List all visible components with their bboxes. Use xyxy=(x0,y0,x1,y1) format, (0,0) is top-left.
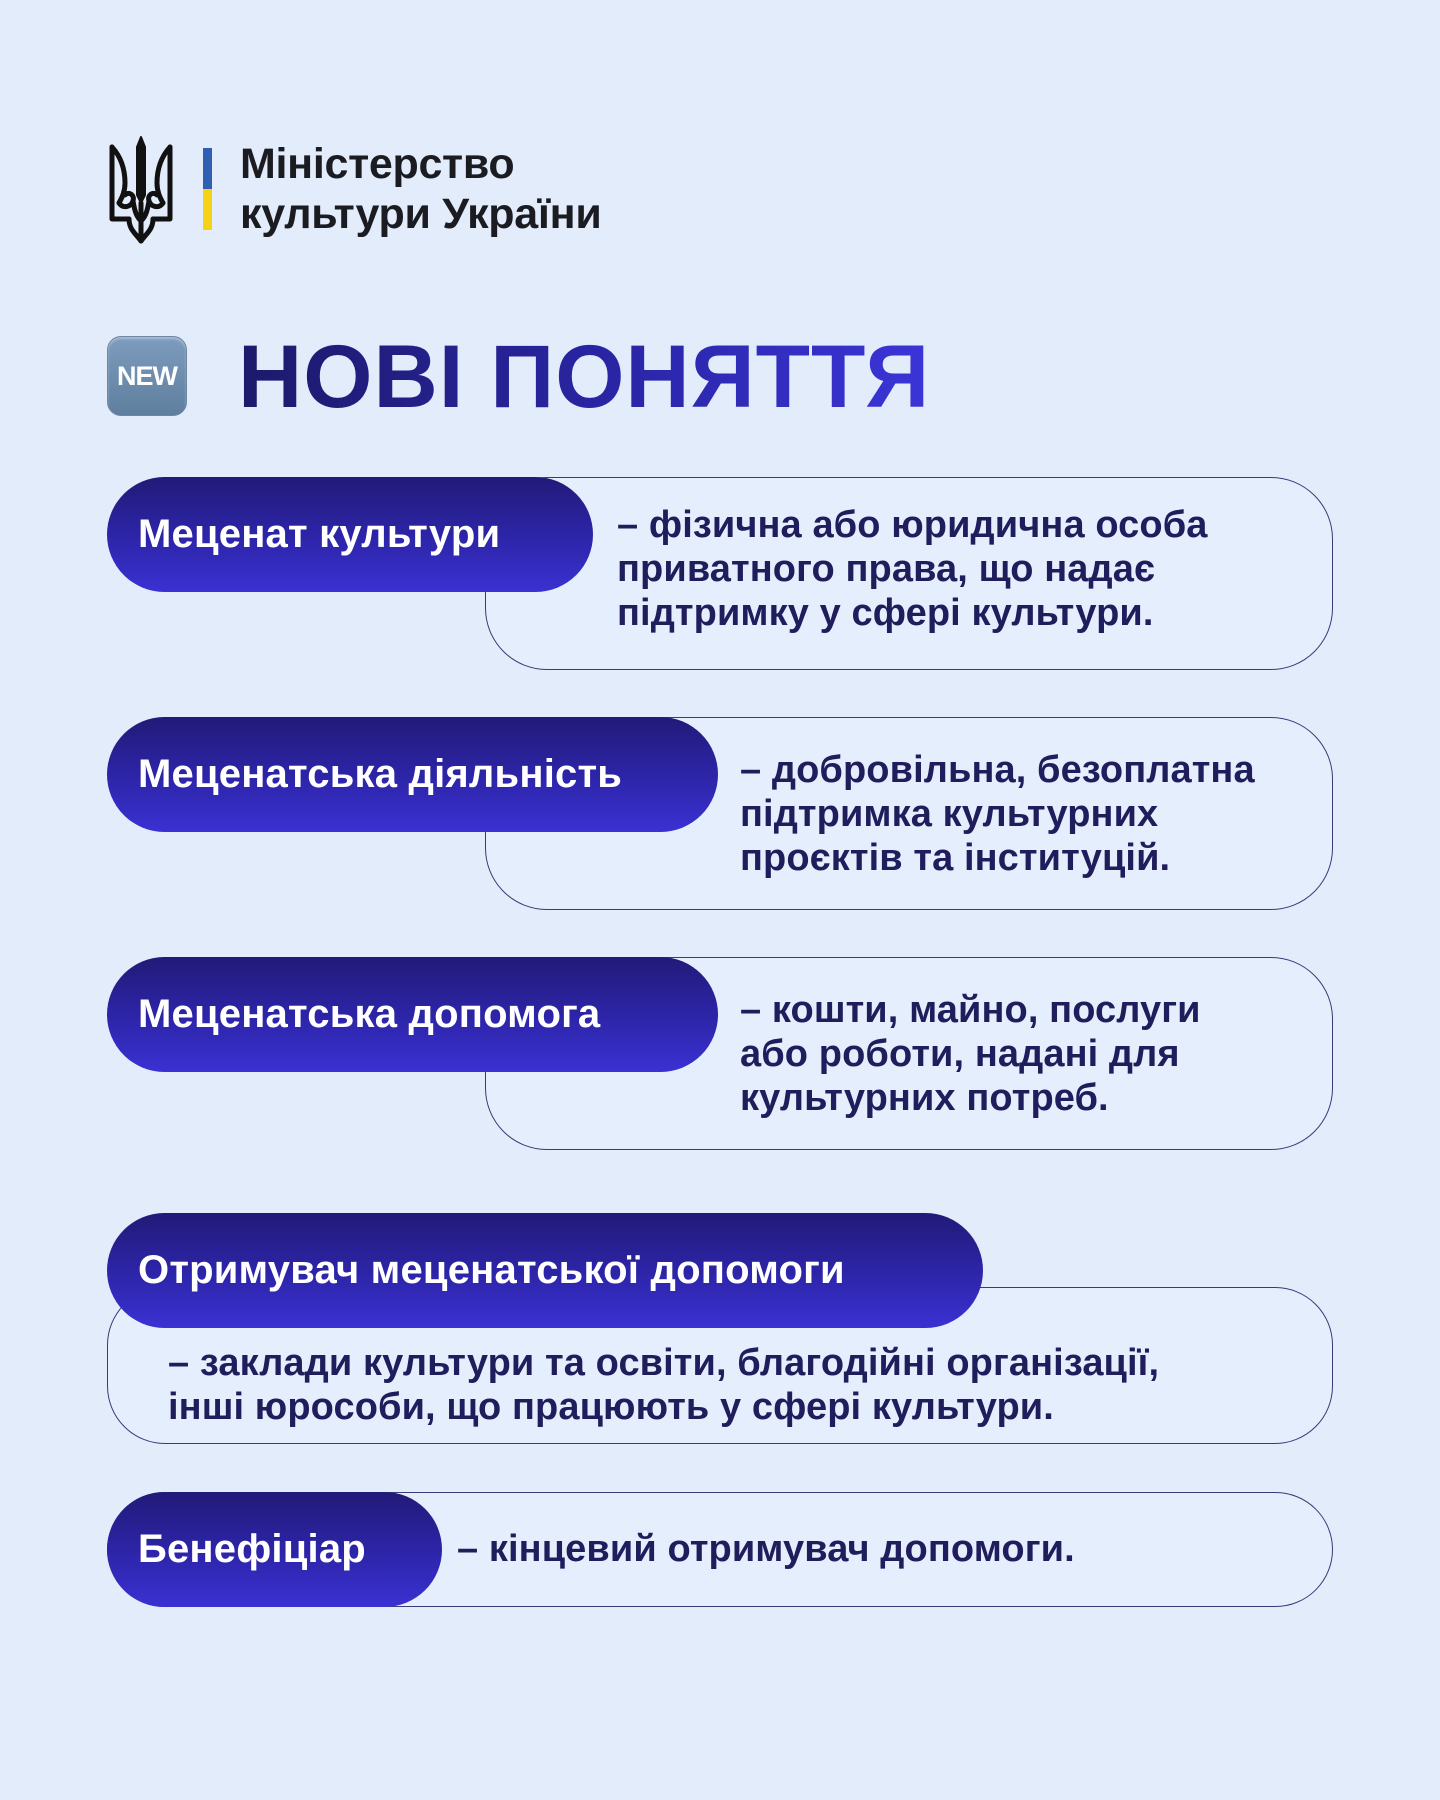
term-label: Отримувач меценатської допомоги xyxy=(138,1248,845,1292)
term-label: Меценатська діяльність xyxy=(138,752,623,796)
term-label: Бенефіціар xyxy=(138,1527,366,1571)
ministry-name xyxy=(240,139,601,239)
flag-blue-stripe xyxy=(203,148,212,189)
ministry-name-line-1: Міністерство xyxy=(240,140,515,188)
term-label: Меценат культури xyxy=(138,512,501,556)
definition-line: – кінцевий отримувач допомоги. xyxy=(457,1528,1075,1570)
term-definition xyxy=(617,503,1208,635)
new-badge-label: NEW xyxy=(117,360,177,391)
definition-line: приватного права, що надає xyxy=(617,548,1156,590)
definition-line: або роботи, надані для xyxy=(740,1033,1180,1075)
definition-line: підтримка культурних xyxy=(740,793,1159,835)
title-row xyxy=(107,326,931,426)
definition-line: – кошти, майно, послуги xyxy=(740,989,1201,1031)
flag-yellow-stripe xyxy=(203,189,212,230)
term-pill xyxy=(107,717,718,832)
definition-line: проєктів та інституцій. xyxy=(740,837,1171,879)
term-label: Меценатська допомога xyxy=(138,992,601,1036)
term-pill xyxy=(107,477,593,592)
definition-line: культурних потреб. xyxy=(740,1077,1109,1119)
term-pill xyxy=(107,1492,442,1607)
new-badge-icon xyxy=(107,336,187,416)
page-title: НОВІ ПОНЯТТЯ xyxy=(238,326,931,426)
ministry-name-line-2: культури України xyxy=(240,190,602,238)
definition-line: – добровільна, безоплатна xyxy=(740,749,1255,791)
trident-icon xyxy=(107,133,175,245)
term-card-mecenat-kultury xyxy=(107,477,1333,670)
definition-line: – фізична або юридична особа xyxy=(617,504,1208,546)
ministry-logo xyxy=(107,133,601,245)
term-card-otrymuvach xyxy=(107,1213,1333,1444)
term-card-mecenatska-dopomoha xyxy=(107,957,1333,1150)
ukrainian-flag-bar xyxy=(203,148,212,230)
term-definition xyxy=(740,748,1255,880)
term-card-mecenatska-diialnist xyxy=(107,717,1333,910)
term-definition xyxy=(457,1527,1075,1571)
term-definition xyxy=(740,988,1201,1120)
definition-line: підтримку у сфері культури. xyxy=(617,592,1154,634)
definition-line: інші юрособи, що працюють у сфері культури. xyxy=(168,1386,1054,1428)
term-pill xyxy=(107,1213,983,1328)
term-card-beneficiar xyxy=(107,1492,1333,1607)
definition-line: – заклади культури та освіти, благодійні організації, xyxy=(168,1342,1160,1384)
term-pill xyxy=(107,957,718,1072)
term-definition xyxy=(168,1341,1159,1429)
